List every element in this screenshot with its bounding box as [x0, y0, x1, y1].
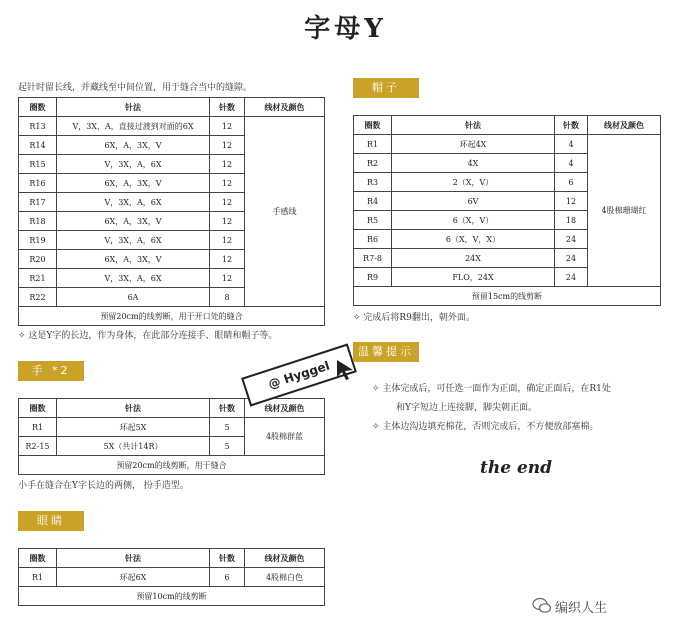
table-cell: 4 [555, 135, 588, 154]
table-cell: 6X，A，3X，V [57, 212, 210, 231]
table-cell: R1 [19, 418, 57, 437]
table-footer: 预留20cm的线剪断，用于开口处的缝合 [19, 307, 325, 326]
table-cell: 8 [210, 288, 245, 307]
table-cell: 24 [555, 249, 588, 268]
table-cell: R3 [354, 173, 392, 192]
header-material: 线材及颜色 [588, 116, 661, 135]
table-cell: 12 [210, 174, 245, 193]
material-cell: 4股棉白色 [245, 568, 325, 587]
table-cell: R2 [354, 154, 392, 173]
table-cell: R18 [19, 212, 57, 231]
hat-note: ✧ 完成后将R9翻出，朝外面。 [353, 313, 475, 323]
table-cell: R2-15 [19, 437, 57, 456]
header-stitch: 针法 [57, 399, 210, 418]
section-label-tips: 温馨提示 [353, 342, 419, 362]
header-count: 针数 [210, 549, 245, 568]
header-material: 线材及颜色 [245, 98, 325, 117]
table-cell: V，3X，A，6X [57, 155, 210, 174]
table-cell: R5 [354, 211, 392, 230]
table-cell: 环起4X [392, 135, 555, 154]
table-cell: 24 [555, 230, 588, 249]
table-cell: R7-8 [354, 249, 392, 268]
table-cell: 12 [210, 117, 245, 136]
header-stitch: 针法 [57, 549, 210, 568]
table-cell: 6X，A，3X，V [57, 250, 210, 269]
table-cell: 24X [392, 249, 555, 268]
material-cell: 4股棉群蓝 [245, 418, 325, 456]
table-cell: 6 [555, 173, 588, 192]
table-cell: 12 [210, 231, 245, 250]
hand-note: 小手在缝合在Y字长边的两侧， 扮手造型。 [18, 481, 189, 491]
table-cell: 环起6X [57, 568, 210, 587]
hat-table [353, 115, 661, 306]
material-cell: 4股棉珊瑚红 [588, 135, 661, 287]
table-cell: V，3X，A，6X [57, 269, 210, 288]
table-cell: 5 [210, 437, 245, 456]
table-cell: R14 [19, 136, 57, 155]
table-cell: R15 [19, 155, 57, 174]
table-cell: 12 [210, 136, 245, 155]
table-cell: 24 [555, 268, 588, 287]
header-material: 线材及颜色 [245, 399, 325, 418]
intro-text: 起针时留长线，并藏线至中间位置，用于缝合当中的缝隙。 [18, 83, 253, 93]
table-cell: 4 [555, 154, 588, 173]
table-cell: 5 [210, 418, 245, 437]
table-cell: FLO，24X [392, 268, 555, 287]
table-cell: 6A [57, 288, 210, 307]
table-cell: 2（X，V） [392, 173, 555, 192]
page-title: 字母Y [304, 14, 387, 44]
table-cell: 6（X，V） [392, 211, 555, 230]
the-end-text: the end [480, 458, 553, 478]
table-cell: R20 [19, 250, 57, 269]
table-cell: 6（X，V，X） [392, 230, 555, 249]
watermark-text: 编织人生 [555, 601, 608, 616]
table-cell: R17 [19, 193, 57, 212]
table-cell: R9 [354, 268, 392, 287]
table-cell: 12 [210, 155, 245, 174]
tip-line: ✧ 主体边沟边填充棉花，否则完成后，不方便放部塞棉。 [372, 422, 599, 432]
table-cell: 6X，A，3X，V [57, 136, 210, 155]
tip-line: ✧ 主体完成后，可任选一面作为正面，确定正面后，在R1处 [372, 384, 611, 394]
table-cell: 12 [210, 212, 245, 231]
table-cell: 12 [210, 193, 245, 212]
hand-table [18, 398, 325, 475]
table-cell: R1 [354, 135, 392, 154]
table-footer: 预留10cm的线剪断 [19, 587, 325, 606]
header-material: 线材及颜色 [245, 549, 325, 568]
wechat-icon [532, 597, 552, 614]
eye-table [18, 548, 325, 606]
header-count: 针数 [210, 399, 245, 418]
table-cell: R22 [19, 288, 57, 307]
table-cell: V，3X，A，6X [57, 193, 210, 212]
table-cell: V，3X，A，6X [57, 231, 210, 250]
section-label-hand: 手 *2 [18, 361, 84, 381]
table-cell: 环起5X [57, 418, 210, 437]
header-count: 针数 [210, 98, 245, 117]
table-cell: 4X [392, 154, 555, 173]
table-cell: R13 [19, 117, 57, 136]
table-footer: 预留20cm的线剪断，用于缝合 [19, 456, 325, 475]
header-rounds: 圈数 [19, 549, 57, 568]
table-cell: 5X（共计14R） [57, 437, 210, 456]
table-footer: 预留15cm的线剪断 [354, 287, 661, 306]
header-stitch: 针法 [57, 98, 210, 117]
body-note: ✧ 这是Y字的长边，作为身体，在此部分连接手、眼睛和帽子等。 [18, 331, 278, 341]
header-rounds: 圈数 [19, 98, 57, 117]
header-rounds: 圈数 [354, 116, 392, 135]
header-count: 针数 [555, 116, 588, 135]
table-cell: V，3X，A，直接过渡到对面的6X [57, 117, 210, 136]
table-cell: 12 [210, 250, 245, 269]
table-cell: R16 [19, 174, 57, 193]
table-cell: R6 [354, 230, 392, 249]
table-cell: 6 [210, 568, 245, 587]
body-table [18, 97, 325, 326]
table-cell: R21 [19, 269, 57, 288]
tip-line: 和Y字短边上连接脚，脚尖朝正面。 [396, 403, 537, 413]
section-label-hat: 帽子 [353, 78, 419, 98]
table-cell: 12 [555, 192, 588, 211]
table-cell: 6V [392, 192, 555, 211]
header-stitch: 针法 [392, 116, 555, 135]
material-cell: 手感线 [245, 117, 325, 307]
header-rounds: 圈数 [19, 399, 57, 418]
table-cell: R1 [19, 568, 57, 587]
table-cell: R4 [354, 192, 392, 211]
table-cell: 12 [210, 269, 245, 288]
table-cell: 18 [555, 211, 588, 230]
hyggel-stamp: @ Hyggel [241, 343, 357, 406]
table-cell: R19 [19, 231, 57, 250]
table-cell: 6X，A，3X，V [57, 174, 210, 193]
section-label-eye: 眼睛 [18, 511, 84, 531]
